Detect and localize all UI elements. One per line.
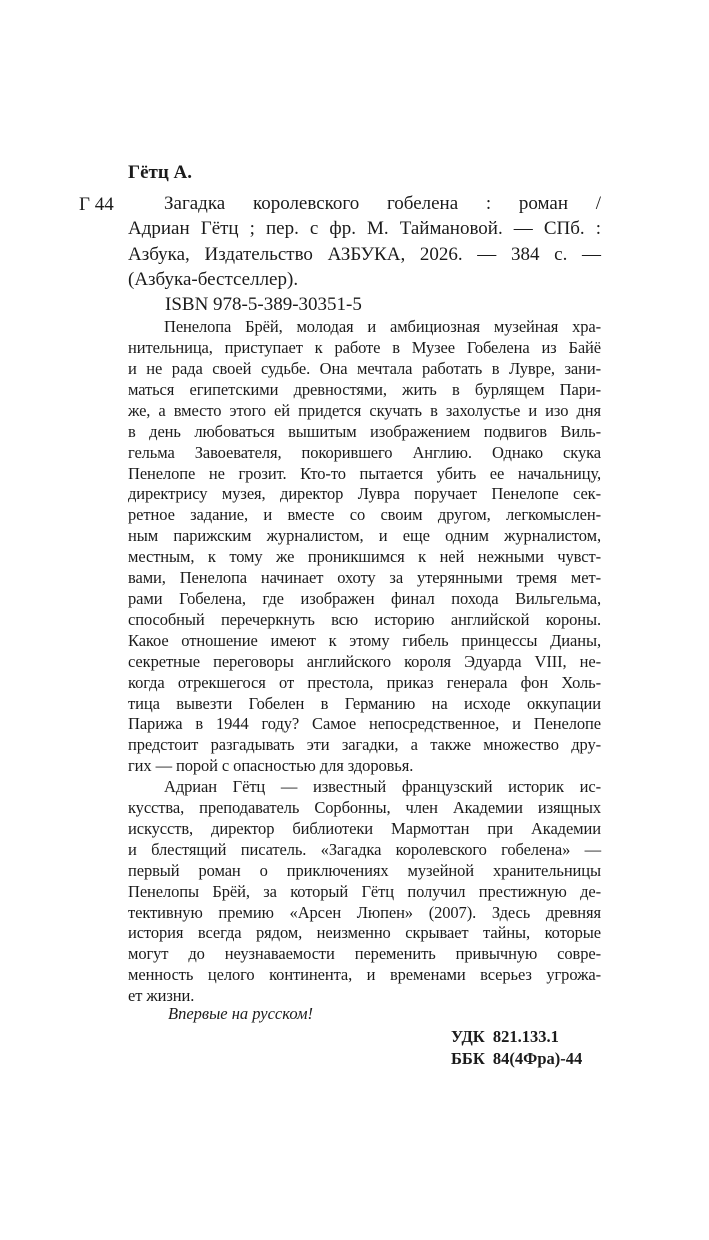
text-line: Пенелопа Брёй, молодая и амбициозная музейная хра- xyxy=(164,317,601,337)
text-line: тица вывезти Гобелен в Германию на исходе оккупации xyxy=(128,693,601,713)
isbn-line: ISBN 978-5-389-30351-5 xyxy=(165,294,362,316)
text-line: предстоит разгадывать эти загадки, а также множество дру- xyxy=(128,735,601,755)
text-line: секретные переговоры английского короля Эдуарда VIII, не- xyxy=(128,651,601,671)
text-line: гих — порой с опасностью для здоровья. xyxy=(128,756,414,776)
text-line: тективную премию «Арсен Люпен» (2007). Здесь древняя xyxy=(128,902,601,922)
text-line: Адриан Гётц — известный французский историк ис- xyxy=(164,777,601,797)
first-time-in-russian-note: Впервые на русском! xyxy=(168,1004,313,1024)
text-line: гельма Завоевателя, покорившего Англию. Однако скука xyxy=(128,442,601,462)
text-line: способный перечеркнуть всю историю английской короны. xyxy=(128,609,601,629)
author-heading: Гётц А. xyxy=(128,162,193,183)
text-line: история всегда рядом, неизменно скрывает тайны, которые xyxy=(128,923,601,943)
text-line: же, а вместо этого ей придется скучать в захолустье и изо дня xyxy=(128,400,601,420)
udk-code: УДК 821.133.1 xyxy=(451,1027,559,1047)
text-line: ным парижским журналистом, и еще одним журналистом, xyxy=(128,526,601,546)
text-line: директрису музея, директор Лувра поручает Пенелопе сек- xyxy=(128,484,601,504)
text-line: Азбука, Издательство АЗБУКА, 2026. — 384 с. — xyxy=(128,243,601,265)
text-line: Загадка королевского гобелена : роман / xyxy=(164,193,601,214)
text-line: Пенелопы Брёй, за который Гётц получил престижную де- xyxy=(128,881,601,901)
about-author-paragraph xyxy=(128,777,601,1007)
text-line: местным, к тому же проникшимся к ней нежными чувст- xyxy=(128,547,601,567)
text-line: нительница, приступает к работе в Музее Гобелена из Байё xyxy=(128,338,601,358)
text-line: (Азбука-бестселлер). xyxy=(128,268,299,290)
text-line: Пенелопе не грозит. Кто-то пытается убить ее начальницу, xyxy=(128,463,601,483)
text-line: первый роман о приключениях музейной хранительницы xyxy=(128,860,601,880)
text-line: Парижа в 1944 году? Самое непосредственное, и Пенелопе xyxy=(128,714,601,734)
text-line: рами Гобелена, где изображен финал похода Вильгельма, xyxy=(128,588,601,608)
bibliographic-description xyxy=(128,191,601,292)
bibliographic-entry xyxy=(79,191,601,292)
bbk-code: ББК 84(4Фра)-44 xyxy=(451,1049,583,1069)
text-block xyxy=(79,161,601,1070)
udk-bbk-block xyxy=(128,1026,601,1070)
text-line: кусства, преподаватель Сорбонны, член Академии изящных xyxy=(128,798,601,818)
text-line: Адриан Гётц ; пер. с фр. М. Таймановой. — СПб. : xyxy=(128,218,601,240)
text-line: искусств, директор библиотеки Мармоттан при Академии xyxy=(128,818,601,838)
author-classification-code: Г 44 xyxy=(79,194,114,215)
text-line: и блестящий писатель. «Загадка королевского гобелена» — xyxy=(128,839,601,859)
text-line: ретное задание, и вместе со своим другом, легкомыслен- xyxy=(128,505,601,525)
text-line: могут до неузнаваемости переменить привычную совре- xyxy=(128,944,601,964)
text-line: и не рада своей судьбе. Она мечтала работать в Лувре, зани- xyxy=(128,359,601,378)
text-line: ет жизни. xyxy=(128,986,195,1006)
text-line: маться египетскими древностями, жить в бурлящем Пари- xyxy=(128,379,601,399)
text-line: в день любоваться вышитым изображением подвигов Виль- xyxy=(128,421,601,441)
text-line: Какое отношение имеют к этому гибель принцессы Дианы, xyxy=(128,630,601,650)
text-line: менность целого континента, и временами всерьез угрожа- xyxy=(128,965,601,985)
text-line: вами, Пенелопа начинает охоту за утерянными тремя мет- xyxy=(128,568,601,588)
text-line: когда отрекшегося от престола, приказ генерала фон Холь- xyxy=(128,672,601,692)
annotation-paragraph xyxy=(128,317,601,777)
